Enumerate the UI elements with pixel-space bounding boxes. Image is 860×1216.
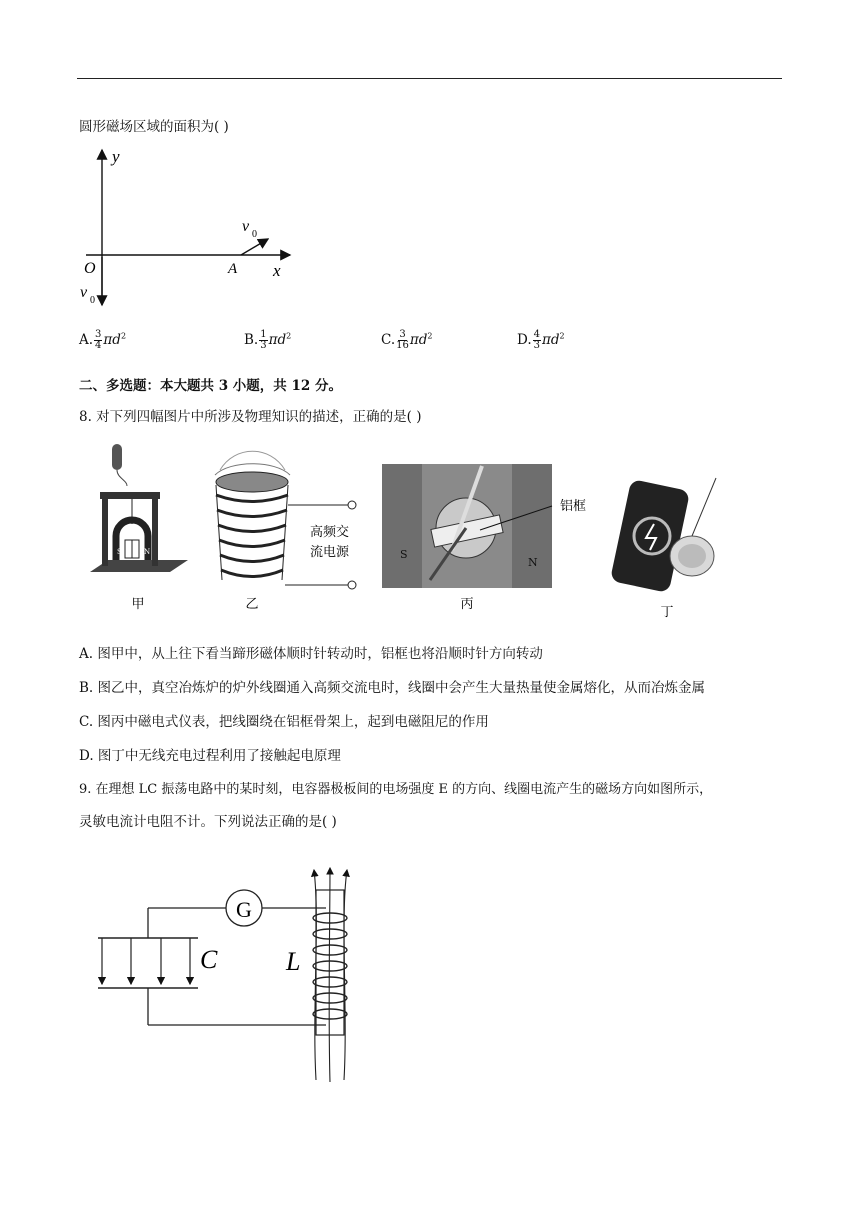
- svg-text:S: S: [400, 548, 408, 561]
- q7-option-d[interactable]: D. $\frac{4}{3}$ $\pi d^2$: [517, 329, 565, 351]
- galvanometer-label: G: [236, 897, 252, 922]
- v0-sub-a: 0: [252, 229, 257, 240]
- svg-text:铝框: 铝框: [560, 499, 587, 514]
- option-letter: D.: [517, 332, 532, 348]
- svg-text:S: S: [117, 548, 122, 556]
- y-label: y: [112, 147, 120, 166]
- x-label: x: [273, 261, 281, 280]
- fraction: $\frac{1}{3}$: [260, 329, 267, 351]
- svg-text:高频交: 高频交: [310, 525, 350, 540]
- svg-text:N: N: [144, 548, 151, 556]
- q8-prompt: 8. 对下列四幅图片中所涉及物理知识的描述，正确的是( ): [79, 409, 422, 425]
- q8-option-b[interactable]: B. 图乙中，真空冶炼炉的炉外线圈通入高频交流电时，线圈中会产生大量热量使金属熔化，从而冶炼金属: [79, 680, 706, 696]
- capacitor-label: C: [200, 945, 218, 974]
- electric-field-lines: [102, 938, 190, 984]
- fraction: $\frac{3}{16}$: [396, 329, 409, 351]
- q9-lc-circuit-figure: [90, 860, 380, 1085]
- q7-option-c[interactable]: C. $\frac{3}{16}$ $\pi d^2$: [381, 329, 433, 351]
- v0-label-o: v: [80, 284, 88, 301]
- v0-label-a: v: [242, 218, 250, 235]
- option-letter: A.: [79, 332, 94, 348]
- v0-sub-o: 0: [90, 295, 95, 306]
- picture-yi: [215, 451, 356, 589]
- q7-option-b[interactable]: B. $\frac{1}{3}$ $\pi d^2$: [244, 329, 292, 351]
- q8-option-a[interactable]: A. 图甲中，从上往下看当蹄形磁体顺时针转动时，铝框也将沿顺时针方向转动: [79, 646, 543, 662]
- origin-label: O: [84, 260, 96, 277]
- q8-option-c[interactable]: C. 图丙中磁电式仪表，把线圈绕在铝框骨架上，起到电磁阻尼的作用: [79, 714, 489, 730]
- q7-prompt: 圆形磁场区域的面积为( ): [79, 119, 229, 135]
- point-a-label: A: [228, 261, 238, 277]
- label-bing: 丙: [460, 597, 474, 612]
- picture-ding: [610, 478, 716, 593]
- magnetic-field-lines: [314, 868, 347, 1082]
- fraction: $\frac{3}{4}$: [95, 329, 102, 351]
- header-rule: [77, 78, 782, 79]
- velocity-arrow-a: [241, 239, 268, 255]
- q8-pictures: [80, 440, 740, 620]
- label-jia: 甲: [131, 597, 145, 612]
- label-ding: 丁: [660, 605, 674, 620]
- section-heading: 二、多选题：本大题共 3 小题，共 12 分。: [79, 378, 343, 394]
- label-yi: 乙: [245, 597, 259, 612]
- q7-option-a[interactable]: A. $\frac{3}{4}$ $\pi d^2$: [79, 329, 127, 351]
- option-letter: B.: [244, 332, 259, 348]
- q9-prompt-line2: 灵敏电流计电阻不计。下列说法正确的是( ): [79, 814, 337, 830]
- q9-prompt-line1: 9. 在理想 LC 振荡电路中的某时刻，电容器极板间的电场强度 E 的方向、线圈电流产生的磁场方向如图所示，: [79, 782, 713, 797]
- svg-text:流电源: 流电源: [310, 545, 350, 560]
- q7-coordinate-figure: [78, 145, 298, 310]
- inductor-label: L: [286, 947, 301, 976]
- picture-bing: [382, 464, 586, 588]
- option-letter: C.: [381, 332, 396, 348]
- svg-text:N: N: [528, 556, 538, 569]
- picture-jia: [90, 444, 188, 572]
- fraction: $\frac{4}{3}$: [533, 329, 541, 351]
- q8-option-d[interactable]: D. 图丁中无线充电过程利用了接触起电原理: [79, 748, 341, 764]
